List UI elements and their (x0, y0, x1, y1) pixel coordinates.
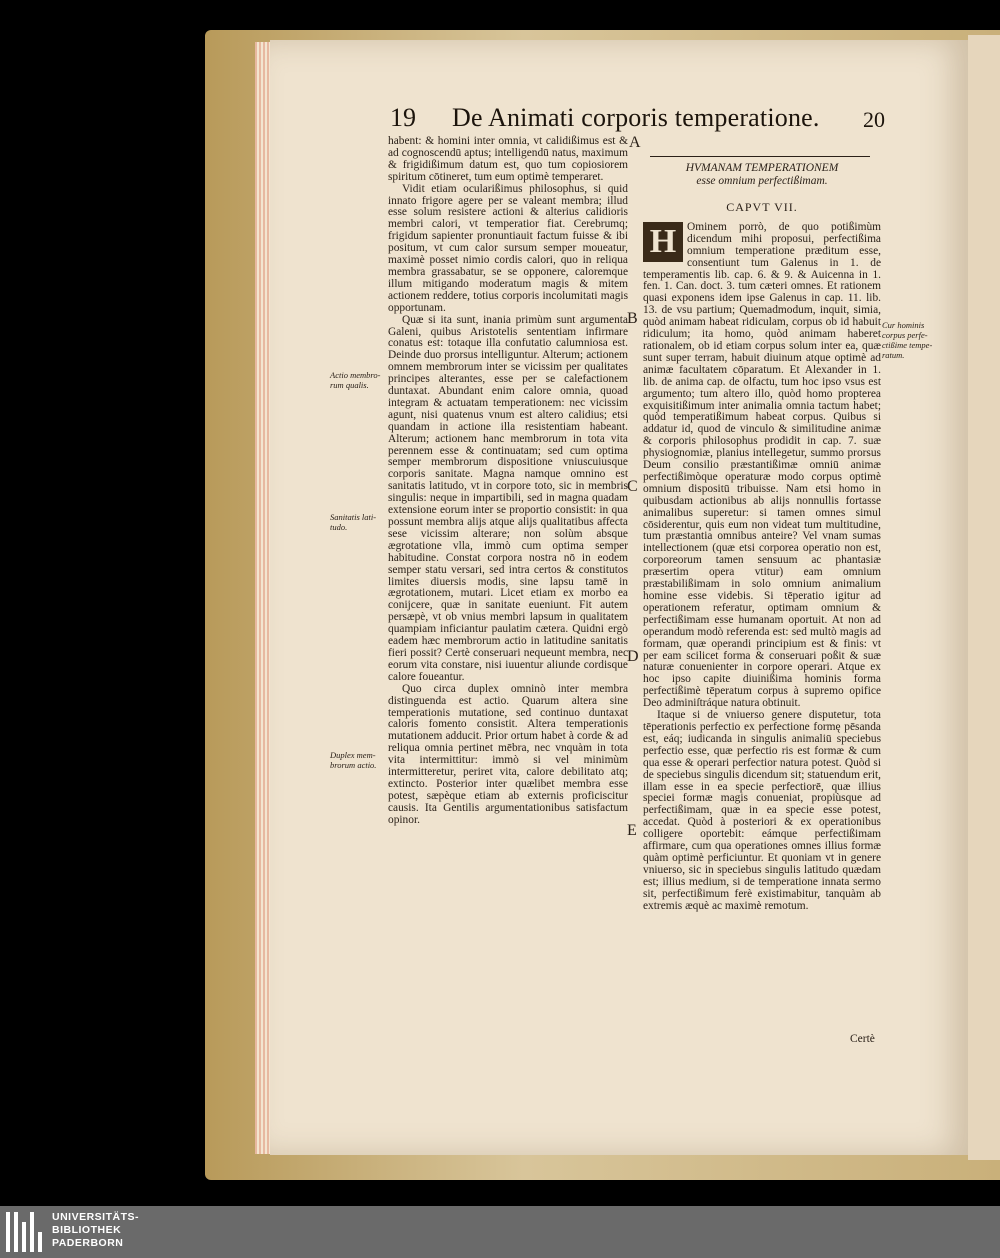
chapter-heading: CAPVT VII. (726, 200, 798, 214)
margin-note: Duplex mem-brorum actio. (330, 750, 377, 770)
margin-note: Sanitatis lati-tudo. (330, 512, 377, 532)
section-marker: E (627, 822, 637, 839)
section-marker: A (629, 134, 641, 151)
right-column (643, 152, 881, 1052)
left-column (388, 136, 628, 896)
section-marker: C (627, 478, 638, 495)
library-name-line: BIBLIOTHEK (52, 1224, 122, 1236)
section-title-line: HVMANAM TEMPERATIONEM (685, 162, 839, 174)
catchword: Certè (850, 1033, 875, 1045)
paragraph: habent: & homini inter omnia, vt calidißimus est & ad cognoscendū aptus; intelligendū natus, maximum & frigidißimum datum est, quo tum copiosiorem spiritum cōtineret, tum eum optimè temperaret. (388, 135, 628, 183)
section-title (643, 162, 881, 188)
library-footer (0, 1206, 1000, 1258)
margin-note: Cur hominis corpus perfe-ctißime tempe-ratum. (882, 320, 933, 360)
section-marker: B (627, 310, 638, 327)
running-title: De Animati corporis temperatione. (452, 103, 820, 132)
decorated-initial: H (643, 222, 683, 262)
section-title-line: esse omnium perfectißimam. (696, 175, 828, 187)
library-name-line: UNIVERSITÄTS- (52, 1211, 140, 1223)
paragraph: Itaque si de vniuerso genere disputetur, tota tēperationis perfectio ex perfectione formę pēsanda est, eáq; iudicanda in singulis animaliū speciebus perfectio esse, quæ perfectio ris est formæ & cum qua esse & operari perfectior natura potest. Quòd si de speciebus singulis dicendum sit; statuendum erit, illam esse in ea specie perfectiorē, quæ illius speciei formæ magis conueniat, propiùsque ad perfectißimam, quæ in ea specie esse potest, accedat. Quòd à posteriori & ex operationibus colligere oportebit: eámque perfectißimam affirmare, cum qua operationes omnes illius formæ quàm optimè perficiuntur. Et quoniam vt in genere vniuerso, sic in speciebus singulis latitudo quædam est; illius medium, si de temperatione innata sermo sit, perfectißimum ferè existimabitur, tanquàm ab extremis æquè ac maximè remotum. (643, 709, 881, 912)
paragraph: Quæ si ita sunt, inania primùm sunt argumenta Galeni, quibus Aristotelis sententiam infirmare conatus est: totaque illa confutatio calumniosa est. Deinde duo prorsus intelliguntur. Alterum; actionem omnem membrorum inter se vicissim per qualitates principes alterantes, esse per se calefactionem duntaxat. Abundant enim calore omnia, quoad integram & actuatam temperationem: nec vicissim agunt, nisi quatenus vnum est altero calidius; etsi quandam in actione illa resistentiam habeant. Alterum; actionem hanc membrorum in tota vita perennem esse & continuatam; sed cum optima semper membrorum dispositione vniuscuiusque corporis sanitate. Magna namque omnino est sanitatis latitudo, vt in corpore toto, sic in membris singulis: neque in impartibili, sed in magna quadam extensione eorum inter se proportio consistit: in qua possunt membra alijs atque alijs qualitatibus affecta sese vicissim alterare; non solùm absque ægrotatione vlla, immò cum optima semper habitudine. Constat corpora nostra nō in eodem semper statu versari, sed intra certos & constitutos limites diuersis modis, sine lapsu tamē in ægrotationem, mutari. Licet etiam ex morbo ea conijcere, quæ in sanitate eueniunt. Fit autem persæpè, vt ob vnius membri lapsum in qualitatem quampiam inficiantur paulatim cætera. Quidni ergò eadem hæc membrorum actio in latitudine sanitatis fieri possit? Certè conseruari nequeunt membra, nec eorum vita constare, nisi iuuentur aliunde cordisque calore foueantur. (388, 313, 628, 683)
margin-note: Actio membro-rum qualis. (330, 370, 381, 390)
library-logo-icon (6, 1212, 42, 1252)
library-name-line: PADERBORN (52, 1237, 124, 1249)
facing-page-edge (968, 35, 1000, 1160)
paragraph: Vidit etiam ocularißimus philosophus, si quid innato frigore agere per se valeant membra; illud esse solum resistere actioni & alterius calidioris membri calori, vt temperatior fiat. Cerebrumq; frigidum sapienter pronuntiauit factum fuisse & ibi positum, vt cum calor sursum semper moueatur, maximè posset nimio cordis calori, quo in reliqua membra grassabatur, se se opponere, caloremque illum mitigando moderatum magis & mitem actionem reddere, totius corporis incolumitati magis opportunam. (388, 182, 628, 314)
page-number-right: 20 (863, 107, 885, 132)
paragraph (643, 222, 881, 710)
library-name (52, 1211, 139, 1250)
paragraph: Quo circa duplex omninò inter membra distinguenda est actio. Quarum altera sine temperationis mutatione, sed continuo duntaxat caloris fomento consistit. Altera temperationis mutationem adducit. Prior ortum habet à corde & ad reliqua omnia pertinet mēbra, nec vnquàm in tota vita intermittitur: immò si vel minimùm intermitteretur, periret vita, calore debilitato atq; extincto. Posterior inter quælibet membra esse potest, sæpèque etiam ab externis proficiscitur causis. Ita Gentilis argumentationibus satisfactum opinor. (388, 682, 628, 826)
section-marker: D (627, 648, 639, 665)
paragraph-text: Ominem porrò, de quo potißimùm dicendum mihi proposui, perfectißima omnium temperatione præditum esse, consentiunt tum Galenus in 1. de temperamentis lib. cap. 6. & 9. & Auicenna in 1. fen. 1. Can. doct. 3. tum cæteri omnes. Et rationem quasi exponens idem ipse Galenus in cap. 11. lib. 13. de vsu partium; Quemadmodum, inquit, simia, quòd animam habeat ridiculam, corpus ob id habuit ridiculum; ita homo, quòd animam haberet rationalem, ob id etiam corpus solum inter ea, quæ sunt super terram, habuit diuinum atque optimè ad animæ facultatem cōparatum. Et Alexander in 1. lib. de anima cap. de olfactu, tum hoc ipso vsus est argumento; tum altero illo, quòd homo propterea exquisitißimum inter animalia omnia tactum habet; quòd temperatißimum habeat corpus. Quibus si addatur id, quod de vinculo & similitudine animæ & corporis philosophus prodidit in cap. 7. suæ physiognomiæ, planius intellegetur, summo prorsus Deum consilio præstantißimæ omniū animæ perfectißimòque operaturæ modo corpus optimè omnium dispositū tribuisse. Nam etsi homo in quibusdam actionibus ab alijs nonnullis fortasse animalibus superetur: si tamen omnes simul cōsiderentur, quis eum non videat tum multitudine, tum præstantia omnibus anteire? Vel vnam sumas intellectionem (quæ etsi corporea operatio non est, corporeorum tamen sensuum ac phantasiæ præsertim opera vtitur) eam omnium præstabilißimam in solo omnium animalium homine esse videbis. Si tēperatio igitur ad operationem referatur, optimam omnium & perfectißimam esse humanam oportuit. At non ad operandum modò referenda est: sed multò magis ad formam, quæ operandi principium est & finis: vt per eam scilicet forma & conseruari poßit & suæ naturæ conuenienter in corpore operari. Atque ex hoc ipso capite diuinißima hominis forma perfectißimè tēperatum corpus à supremo opifice Deo adminiſtráque natura obtinuit. (643, 220, 881, 710)
page-number-left: 19 (390, 103, 416, 132)
